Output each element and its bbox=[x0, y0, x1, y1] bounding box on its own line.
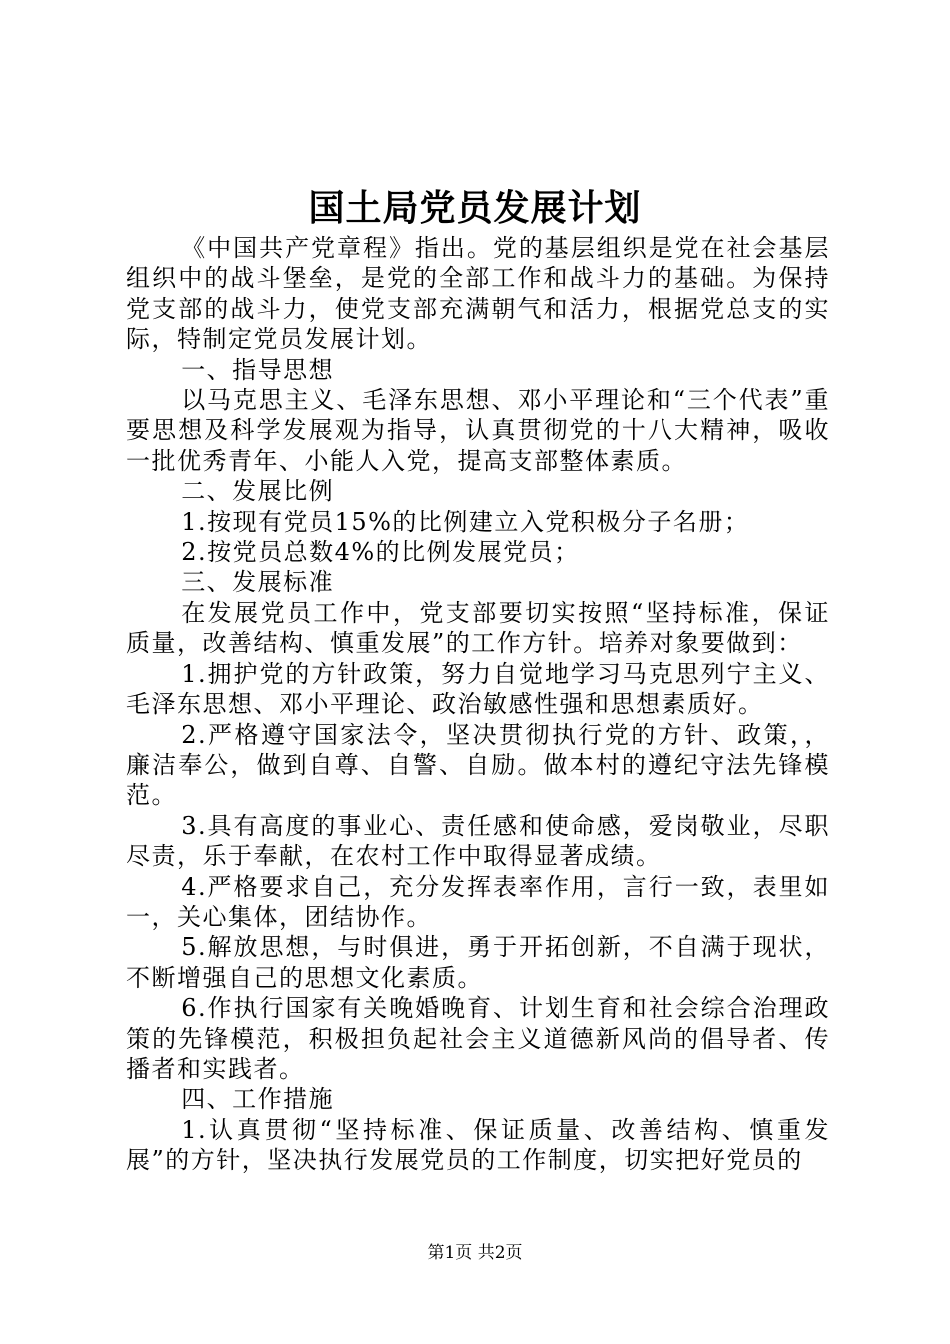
standard-item-6: 6.作执行国家有关晚婚晚育、计划生育和社会综合治理政策的先锋模范，积极担负起社会主义道德新风尚的倡导者、传播者和实践者。 bbox=[126, 994, 830, 1083]
measure-item-1: 1.认真贯彻“坚持标准、保证质量、改善结构、慎重发展”的方针，坚决执行发展党员的工作制度，切实把好党员的 bbox=[126, 1115, 830, 1175]
paragraph-intro: 《中国共产党章程》指出。党的基层组织是党在社会基层组织中的战斗堡垒，是党的全部工作和战斗力的基础。为保持党支部的战斗力，使党支部充满朝气和活力，根据党总支的实际，特制定党员发展计划。 bbox=[126, 234, 830, 354]
section-heading-guiding-thought: 一、指导思想 bbox=[181, 355, 335, 384]
page-footer: 第1页 共2页 bbox=[427, 1243, 523, 1263]
standard-item-3: 3.具有高度的事业心、责任感和使命感，爱岗敬业，尽职尽责，乐于奉献，在农村工作中取得显著成绩。 bbox=[126, 811, 830, 871]
ratio-item-2: 2.按党员总数4%的比例发展党员； bbox=[181, 538, 580, 567]
document-title: 国土局党员发展计划 bbox=[308, 187, 642, 229]
paragraph-standard-intro: 在发展党员工作中，党支部要切实按照“坚持标准，保证质量，改善结构、慎重发展”的工作方针。培养对象要做到： bbox=[126, 598, 830, 658]
document-body bbox=[126, 233, 830, 1176]
section-heading-development-standard: 三、发展标准 bbox=[181, 568, 335, 597]
paragraph-guiding-thought: 以马克思主义、毛泽东思想、邓小平理论和“三个代表”重要思想及科学发展观为指导，认真贯彻党的十八大精神，吸收一批优秀青年、小能人入党，提高支部整体素质。 bbox=[126, 386, 830, 475]
section-heading-development-ratio: 二、发展比例 bbox=[181, 477, 335, 506]
standard-item-4: 4.严格要求自己，充分发挥表率作用，言行一致，表里如一，关心集体，团结协作。 bbox=[126, 872, 830, 931]
section-heading-work-measures: 四、工作措施 bbox=[181, 1085, 335, 1114]
standard-item-2: 2.严格遵守国家法令，坚决贯彻执行党的方针、政策，，廉洁奉公，做到自尊、自警、自励。做本村的遵纪守法先锋模范。 bbox=[126, 720, 830, 810]
standard-item-1: 1.拥护党的方针政策，努力自觉地学习马克思列宁主义、毛泽东思想、邓小平理论、政治敏感性强和思想素质好。 bbox=[126, 659, 830, 719]
ratio-item-1: 1.按现有党员15%的比例建立入党积极分子名册； bbox=[181, 507, 750, 536]
standard-item-5: 5.解放思想，与时俱进，勇于开拓创新，不自满于现状，不断增强自己的思想文化素质。 bbox=[126, 933, 830, 992]
